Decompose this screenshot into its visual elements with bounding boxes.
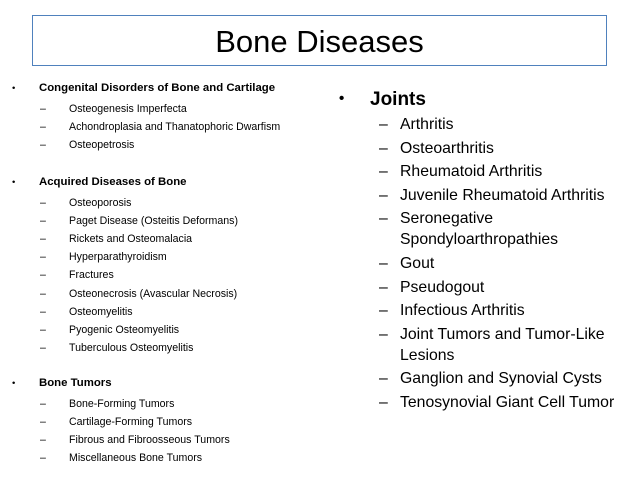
list-item bbox=[40, 269, 114, 281]
list-item bbox=[40, 398, 174, 410]
dash-icon: – bbox=[40, 323, 46, 336]
dash-icon: – bbox=[379, 255, 388, 272]
list-item bbox=[40, 288, 237, 300]
list-item-label: Juvenile Rheumatoid Arthritis bbox=[400, 186, 605, 204]
list-item-label: Seronegative Spondyloarthropathies bbox=[400, 210, 559, 249]
list-item bbox=[40, 306, 133, 318]
list-item-label: Infectious Arthritis bbox=[400, 302, 525, 320]
list-item-label: Joint Tumors and Tumor-Like Lesions bbox=[400, 325, 605, 364]
list-item-label: Rheumatoid Arthritis bbox=[400, 163, 543, 181]
dash-icon: – bbox=[40, 416, 46, 429]
dash-icon: – bbox=[40, 434, 46, 447]
dash-icon: – bbox=[379, 302, 388, 320]
list-item bbox=[40, 452, 202, 464]
list-item bbox=[40, 103, 187, 115]
dash-icon: – bbox=[40, 287, 46, 300]
list-item-label: Osteopetrosis bbox=[69, 139, 135, 152]
dash-icon: – bbox=[40, 452, 46, 465]
dash-icon: – bbox=[379, 325, 388, 343]
joints-heading-label: Joints bbox=[370, 89, 426, 110]
dash-icon: – bbox=[379, 139, 388, 157]
dash-icon: – bbox=[40, 341, 46, 354]
dash-icon: – bbox=[40, 215, 46, 228]
list-item-label: Fractures bbox=[69, 269, 114, 282]
list-item-label: Pseudogout bbox=[400, 278, 485, 296]
list-item bbox=[40, 416, 192, 428]
dash-icon: – bbox=[379, 278, 388, 296]
section-heading: Congenital Disorders of Bone and Cartilage bbox=[39, 82, 276, 94]
dash-icon: – bbox=[379, 163, 388, 181]
list-item-label: Tuberculous Osteomyelitis bbox=[69, 341, 194, 354]
list-item-label: Paget Disease (Osteitis Deformans) bbox=[69, 215, 238, 228]
list-item-label: Osteomyelitis bbox=[69, 305, 133, 318]
dash-icon: – bbox=[40, 139, 46, 152]
dash-icon: – bbox=[40, 121, 46, 134]
section-heading: Acquired Diseases of Bone bbox=[39, 176, 187, 188]
dash-icon: – bbox=[379, 116, 388, 133]
list-item-label: Miscellaneous Bone Tumors bbox=[69, 452, 203, 465]
list-item-label: Bone-Forming Tumors bbox=[69, 398, 175, 410]
list-item-label: Gout bbox=[400, 255, 435, 272]
dash-icon: – bbox=[379, 210, 388, 228]
list-item-label: Pyogenic Osteomyelitis bbox=[69, 323, 180, 336]
list-item bbox=[40, 121, 280, 133]
list-item bbox=[40, 197, 131, 209]
list-item bbox=[40, 434, 230, 446]
bullet-icon: • bbox=[12, 378, 16, 389]
bullet-icon: • bbox=[339, 90, 345, 107]
list-item-label: Osteogenesis Imperfecta bbox=[69, 103, 187, 115]
dash-icon: – bbox=[379, 394, 388, 411]
slide-title: Bone Diseases bbox=[215, 23, 424, 59]
dash-icon: – bbox=[40, 233, 46, 246]
list-item bbox=[40, 251, 167, 263]
bullet-icon: • bbox=[12, 177, 16, 188]
list-item-label: Osteoporosis bbox=[69, 197, 132, 209]
title-box bbox=[32, 15, 607, 66]
list-item bbox=[40, 342, 193, 354]
list-item-label: Cartilage-Forming Tumors bbox=[69, 416, 193, 429]
list-item-label: Rickets and Osteomalacia bbox=[69, 233, 193, 246]
dash-icon: – bbox=[40, 305, 46, 318]
joints-heading bbox=[339, 89, 426, 111]
section-heading: Bone Tumors bbox=[39, 377, 112, 389]
list-item-label: Fibrous and Fibroosseous Tumors bbox=[69, 434, 230, 447]
list-item-label: Tenosynovial Giant Cell Tumor bbox=[400, 394, 615, 411]
dash-icon: – bbox=[40, 398, 46, 410]
dash-icon: – bbox=[40, 269, 46, 282]
list-item-label: Osteoarthritis bbox=[400, 139, 494, 157]
list-item-label: Hyperparathyroidism bbox=[69, 251, 167, 264]
list-item-label: Ganglion and Synovial Cysts bbox=[400, 370, 602, 388]
dash-icon: – bbox=[40, 251, 46, 264]
dash-icon: – bbox=[40, 197, 46, 209]
dash-icon: – bbox=[379, 370, 388, 388]
list-item bbox=[40, 139, 134, 151]
list-item bbox=[40, 233, 192, 245]
list-item-label: Osteonecrosis (Avascular Necrosis) bbox=[69, 287, 238, 300]
bullet-icon: • bbox=[12, 83, 16, 94]
list-item-label: Arthritis bbox=[400, 116, 454, 133]
dash-icon: – bbox=[379, 186, 388, 204]
dash-icon: – bbox=[40, 103, 46, 115]
list-item bbox=[40, 324, 179, 336]
list-item bbox=[40, 215, 238, 227]
list-item-label: Achondroplasia and Thanatophoric Dwarfism bbox=[69, 121, 281, 134]
